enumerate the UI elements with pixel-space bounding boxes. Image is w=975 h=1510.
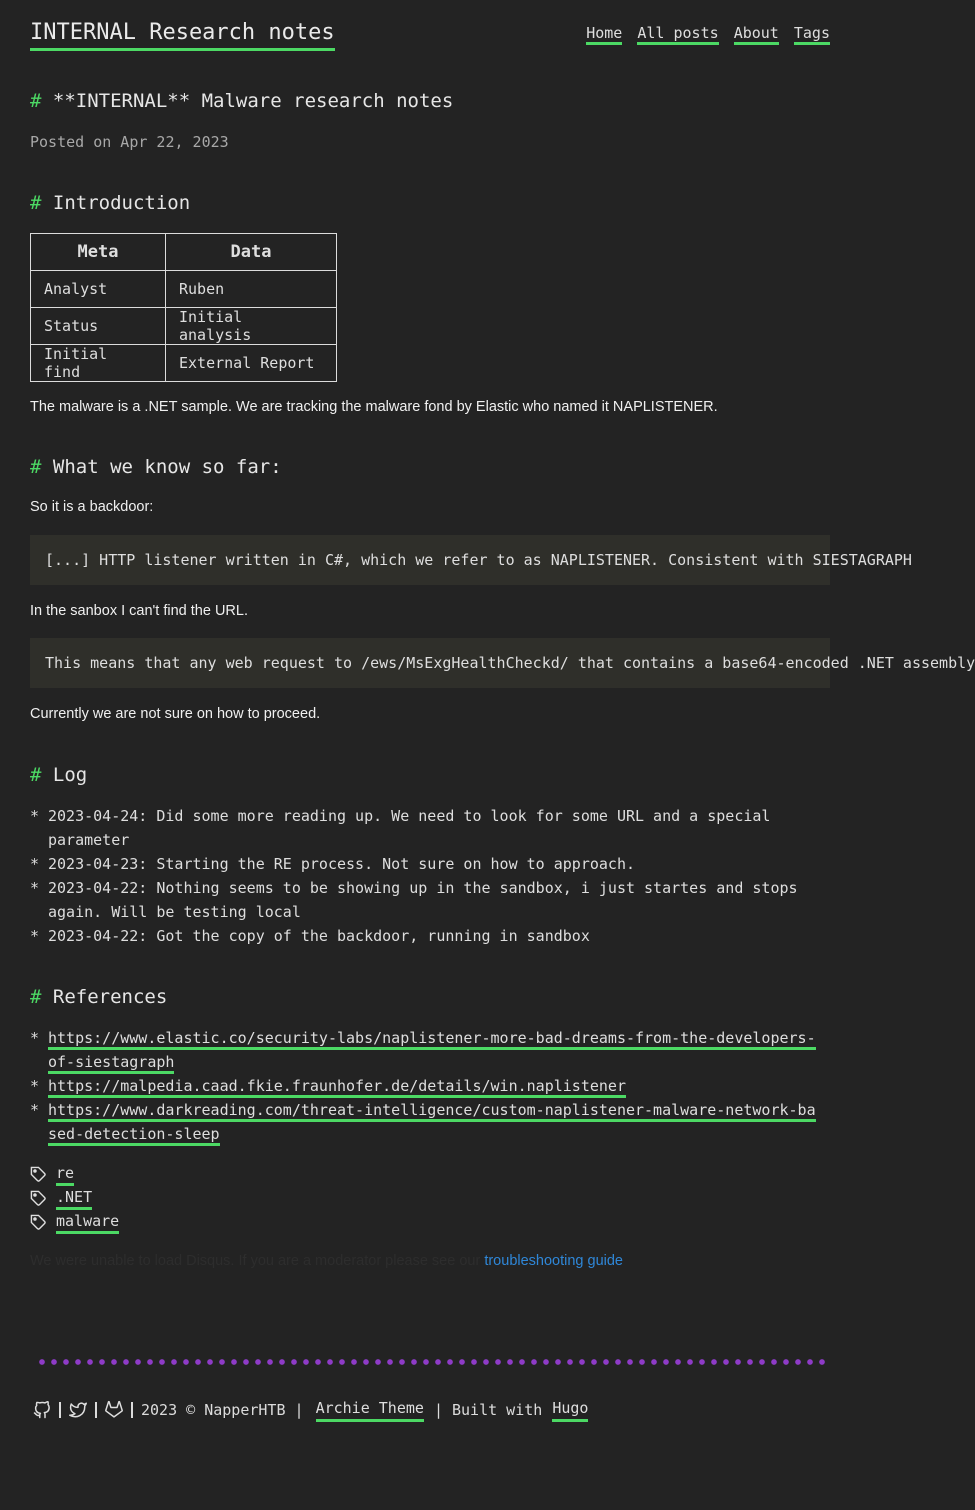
table-cell: Status bbox=[31, 308, 166, 345]
nav-about[interactable]: About bbox=[734, 24, 779, 45]
references-list bbox=[30, 1026, 820, 1146]
dotted-divider bbox=[36, 1359, 826, 1365]
list-item: * 2023-04-22: Got the copy of the backdoor, running in sandbox bbox=[30, 924, 820, 948]
archie-theme-link[interactable]: Archie Theme bbox=[316, 1397, 424, 1422]
tag-list bbox=[30, 1162, 119, 1234]
tag-link-re[interactable]: re bbox=[56, 1163, 74, 1186]
heading-hash: # bbox=[30, 764, 42, 786]
log-list bbox=[30, 804, 820, 948]
table-row bbox=[31, 308, 337, 345]
troubleshooting-guide-link[interactable]: troubleshooting guide bbox=[484, 1253, 623, 1269]
table-header-meta: Meta bbox=[31, 234, 166, 271]
footer-copyright: 2023 © NapperHTB | bbox=[141, 1400, 304, 1419]
tag-item bbox=[30, 1186, 119, 1210]
list-item: * 2023-04-22: Nothing seems to be showing up in the sandbox, i just startes and stops again. Will be testing local bbox=[30, 876, 820, 924]
footer-divider bbox=[59, 1402, 61, 1418]
reference-link-malpedia[interactable]: https://malpedia.caad.fkie.fraunhofer.de/details/win.naplistener bbox=[48, 1077, 626, 1098]
gitlab-icon[interactable] bbox=[105, 1401, 123, 1419]
github-icon[interactable] bbox=[33, 1401, 51, 1419]
heading-hash: # bbox=[30, 456, 42, 478]
code-block-quote[interactable] bbox=[30, 535, 912, 585]
hugo-link[interactable]: Hugo bbox=[552, 1397, 588, 1422]
site-title-link[interactable]: INTERNAL Research notes bbox=[30, 18, 335, 51]
table-cell: Initial find bbox=[31, 345, 166, 382]
list-item bbox=[30, 1074, 820, 1098]
nav-tags[interactable]: Tags bbox=[794, 24, 830, 45]
know-paragraph-2: In the sanbox I can't find the URL. bbox=[30, 603, 248, 619]
tag-link-malware[interactable]: malware bbox=[56, 1211, 119, 1234]
post-title-text: **INTERNAL** Malware research notes bbox=[52, 90, 454, 112]
post-date: Posted on Apr 22, 2023 bbox=[30, 133, 229, 151]
code-block-quote[interactable] bbox=[30, 638, 975, 688]
tag-item bbox=[30, 1210, 119, 1234]
heading-log bbox=[30, 763, 87, 787]
heading-references bbox=[30, 985, 167, 1009]
tag-item bbox=[30, 1162, 119, 1186]
tag-icon bbox=[30, 1190, 47, 1207]
intro-paragraph: The malware is a .NET sample. We are tracking the malware fond by Elastic who named it NAPLISTENER. bbox=[30, 399, 718, 415]
twitter-icon[interactable] bbox=[69, 1401, 87, 1419]
heading-text: Introduction bbox=[52, 192, 191, 214]
table-header-row bbox=[31, 234, 337, 271]
post-title bbox=[30, 89, 453, 113]
list-item: * 2023-04-23: Starting the RE process. Not sure on how to approach. bbox=[30, 852, 820, 876]
nav-all-posts[interactable]: All posts bbox=[637, 24, 718, 45]
table-cell: Initial analysis bbox=[166, 308, 337, 345]
reference-link-darkreading[interactable]: https://www.darkreading.com/threat-intelligence/custom-naplistener-malware-network-based-detection-sleep bbox=[48, 1101, 816, 1146]
list-item: * 2023-04-24: Did some more reading up. We need to look for some URL and a special parameter bbox=[30, 804, 820, 852]
table-row bbox=[31, 271, 337, 308]
heading-text: What we know so far: bbox=[52, 456, 282, 478]
heading-introduction bbox=[30, 191, 190, 215]
list-item bbox=[30, 1098, 820, 1146]
list-item bbox=[30, 1026, 820, 1074]
heading-text: Log bbox=[52, 764, 88, 786]
main-nav bbox=[580, 23, 830, 43]
meta-table bbox=[30, 233, 337, 382]
know-paragraph-1: So it is a backdoor: bbox=[30, 499, 154, 515]
footer-divider bbox=[95, 1402, 97, 1418]
heading-hash: # bbox=[30, 192, 42, 214]
heading-text: References bbox=[52, 986, 168, 1008]
nav-home[interactable]: Home bbox=[586, 24, 622, 45]
footer-divider bbox=[131, 1402, 133, 1418]
table-header-data: Data bbox=[166, 234, 337, 271]
table-cell: Ruben bbox=[166, 271, 337, 308]
disqus-notice bbox=[30, 1253, 623, 1269]
code-text: [...] HTTP listener written in C#, which we refer to as NAPLISTENER. Consistent with SIESTAGRAPH bbox=[45, 551, 912, 569]
reference-link-elastic[interactable]: https://www.elastic.co/security-labs/naplistener-more-bad-dreams-from-the-developers-of-siestagraph bbox=[48, 1029, 816, 1074]
site-footer bbox=[33, 1397, 592, 1422]
know-paragraph-3: Currently we are not sure on how to proceed. bbox=[30, 706, 321, 722]
table-cell: Analyst bbox=[31, 271, 166, 308]
code-text: This means that any web request to /ews/MsExgHealthCheckd/ that contains a base64-encoded .NET assembly bbox=[45, 654, 975, 672]
footer-built-with: | Built with bbox=[433, 1400, 543, 1419]
table-cell: External Report bbox=[166, 345, 337, 382]
table-row bbox=[31, 345, 337, 382]
tag-icon bbox=[30, 1166, 47, 1183]
heading-what-we-know bbox=[30, 455, 282, 479]
heading-hash: # bbox=[30, 986, 42, 1008]
heading-hash: # bbox=[30, 90, 42, 112]
disqus-text: We were unable to load Disqus. If you are a moderator please see our bbox=[30, 1253, 485, 1269]
tag-link-dotnet[interactable]: .NET bbox=[56, 1187, 92, 1210]
tag-icon bbox=[30, 1214, 47, 1231]
